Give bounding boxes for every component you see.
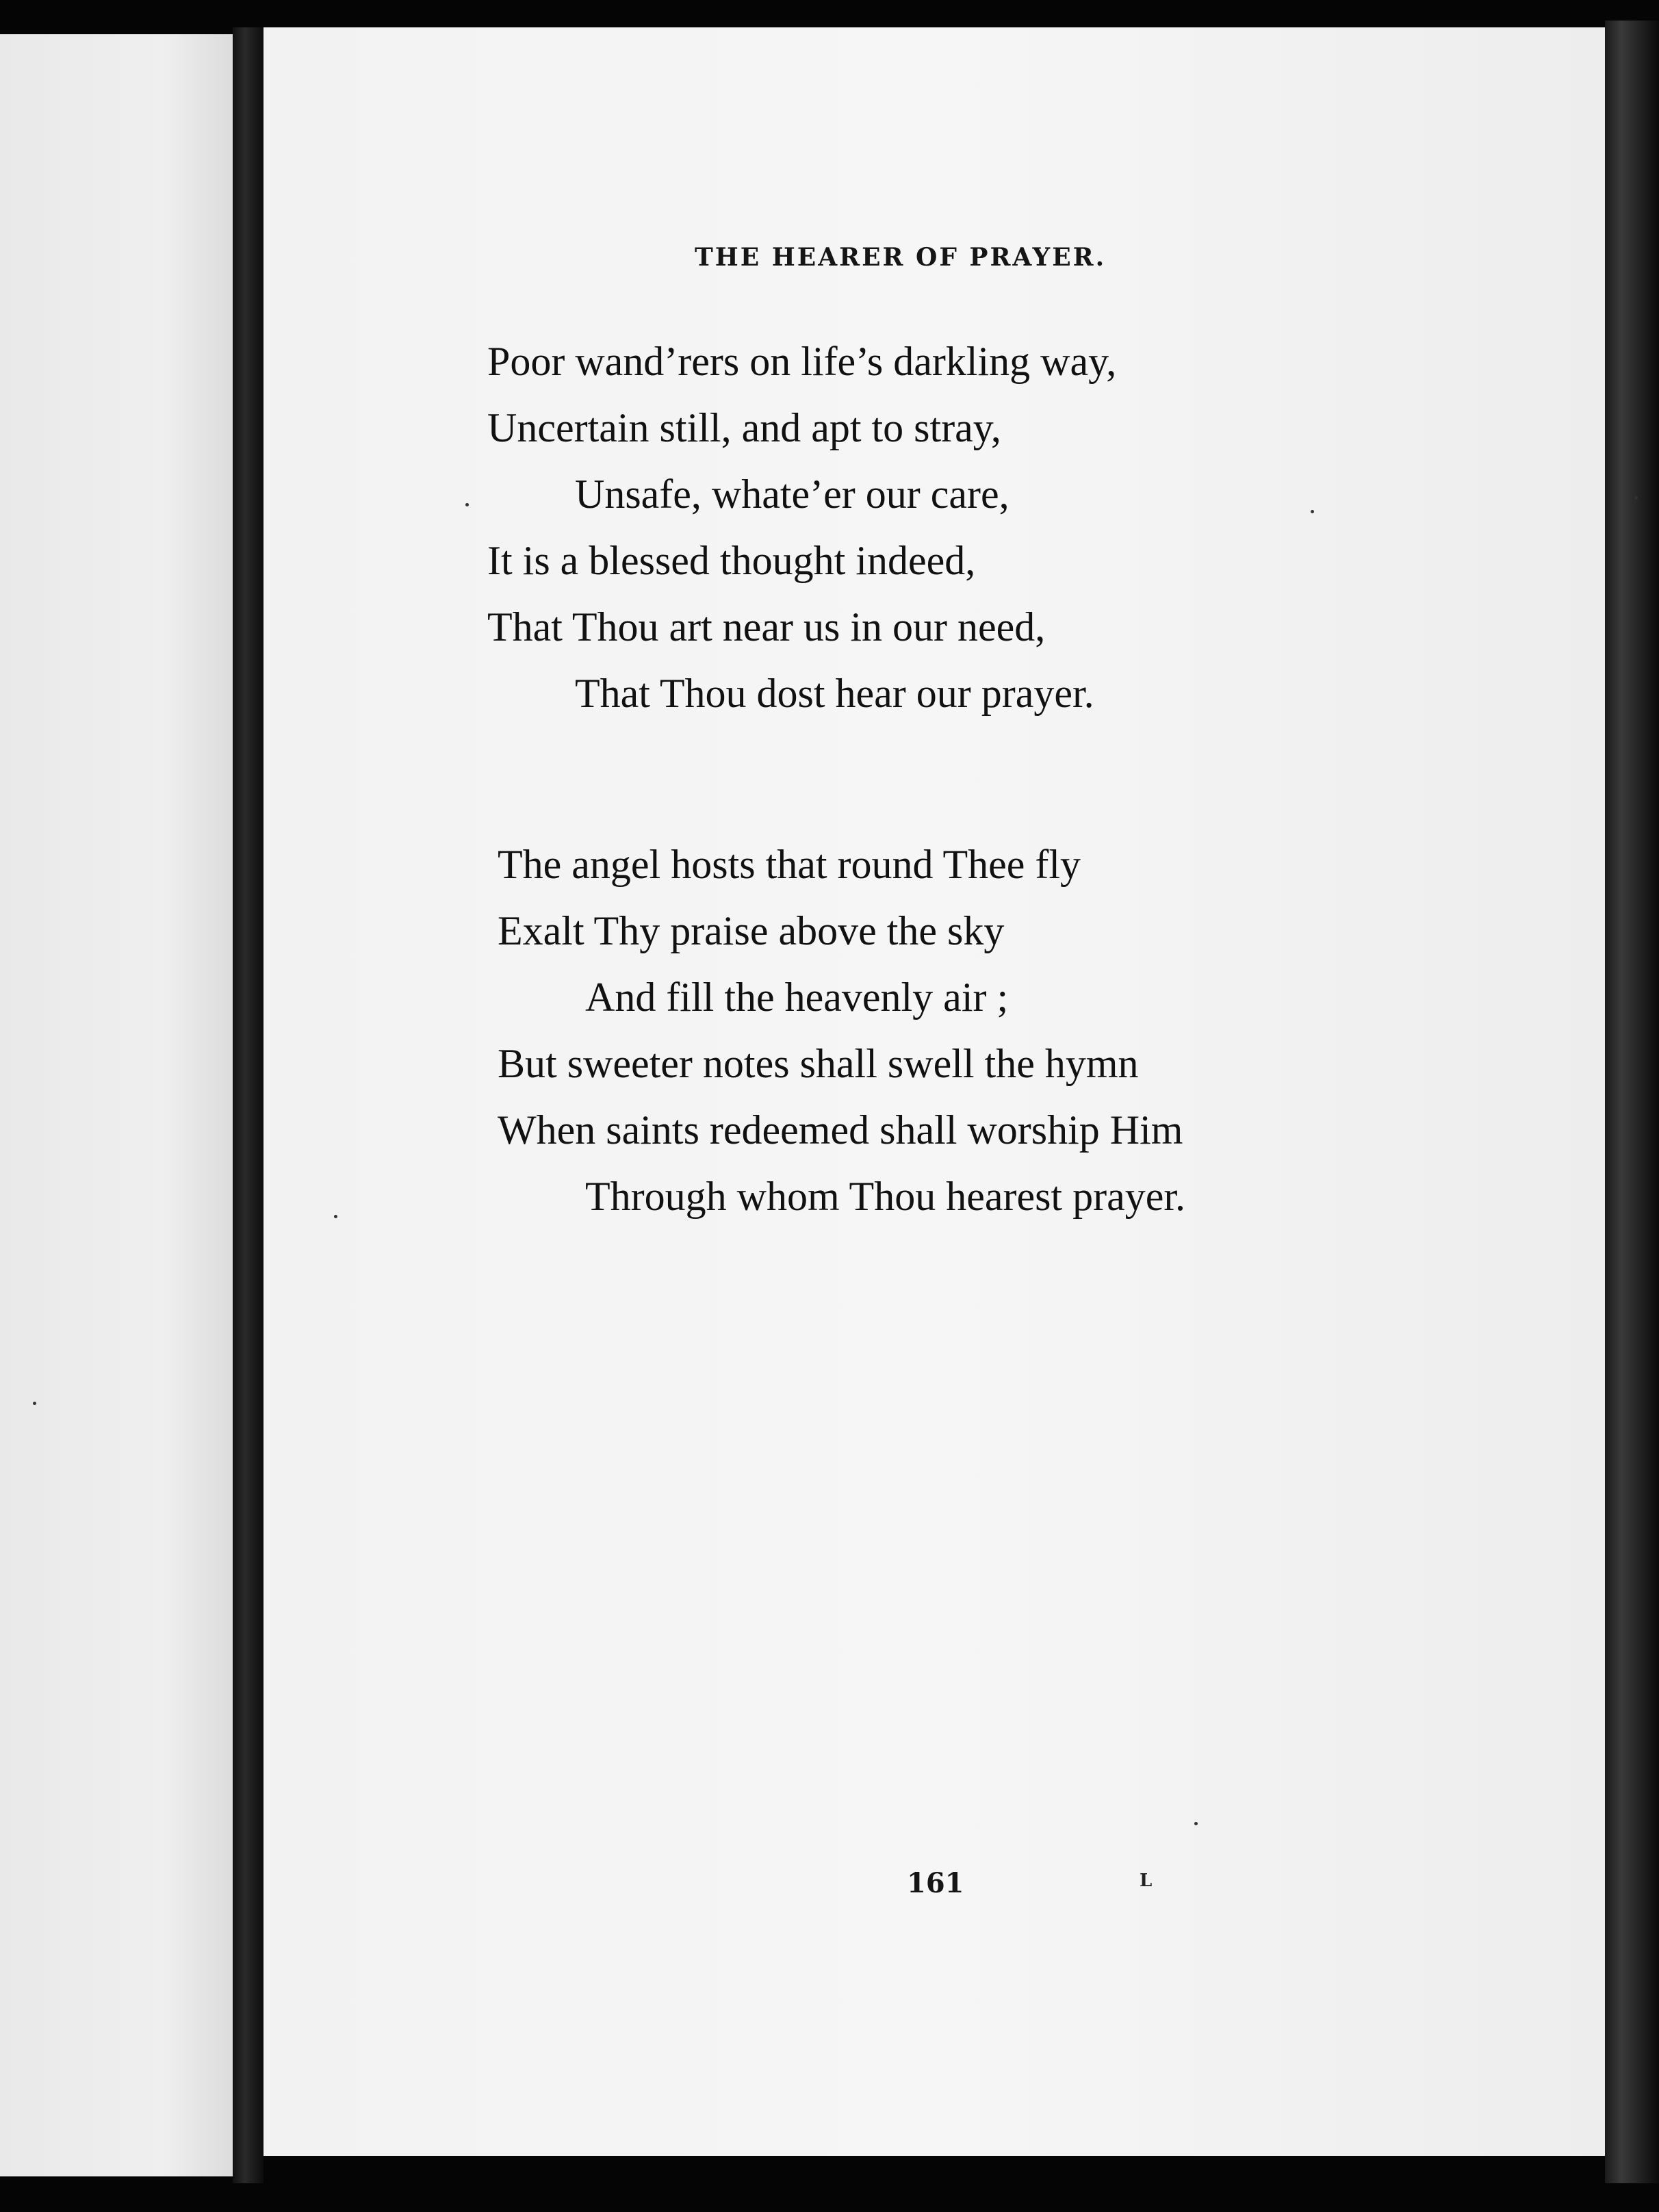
poem-stanza-1 xyxy=(487,329,1116,727)
poem-line: It is a blessed thought indeed, xyxy=(487,538,976,583)
ink-speck xyxy=(334,1215,337,1218)
facing-page-left xyxy=(0,34,233,2176)
poem-line-indented: And fill the heavenly air ; xyxy=(585,975,1009,1020)
poem-line: The angel hosts that round Thee fly xyxy=(498,842,1081,887)
poem-line-indented: Through whom Thou hearest prayer. xyxy=(585,1174,1186,1219)
ink-speck xyxy=(33,1402,36,1405)
page-number: 161 xyxy=(907,1867,964,1899)
poem-line: When saints redeemed shall worship Him xyxy=(498,1107,1183,1153)
ink-speck xyxy=(465,503,469,506)
book-gutter-shadow xyxy=(233,27,263,2183)
signature-mark: L xyxy=(1140,1870,1153,1891)
poem-stanza-2 xyxy=(498,832,1185,1230)
poem-line: Poor wand’rers on life’s darkling way, xyxy=(487,339,1117,384)
poem-line: But sweeter notes shall swell the hymn xyxy=(498,1041,1139,1086)
poem-line-indented: That Thou dost hear our prayer. xyxy=(575,671,1094,716)
poem-line: Exalt Thy praise above the sky xyxy=(498,908,1005,953)
ink-speck xyxy=(1311,510,1314,513)
ink-speck xyxy=(1194,1822,1198,1825)
running-head: THE HEARER OF PRAYER. xyxy=(695,243,1107,272)
page-edge-shadow xyxy=(1605,21,1659,2183)
ink-speck xyxy=(1634,496,1638,500)
poem-line-indented: Unsafe, whate’er our care, xyxy=(575,472,1009,517)
poem-line: Uncertain still, and apt to stray, xyxy=(487,405,1001,450)
poem-line: That Thou art near us in our need, xyxy=(487,604,1046,650)
